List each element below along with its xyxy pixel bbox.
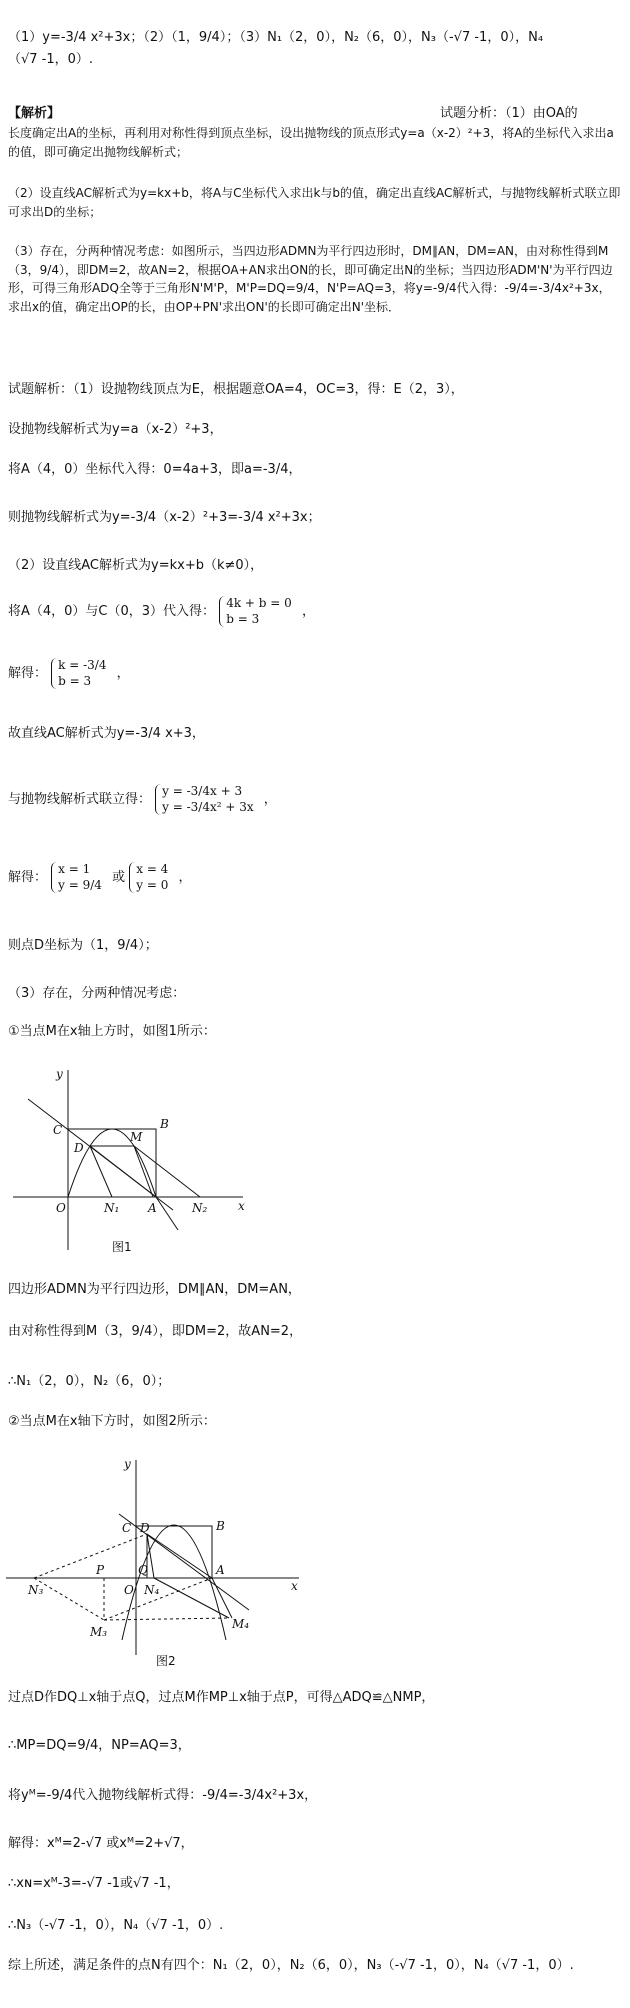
solution-line-22: ∴xɴ=xᴹ-3=-√7 -1或√7 -1，: [8, 1876, 180, 1891]
fig1-line-ext: [156, 1197, 178, 1230]
equation-system-5: [129, 862, 174, 893]
figure-1-caption: 图1: [112, 1240, 132, 1254]
fig2-label-b: B: [216, 1519, 225, 1533]
solution-line-9-end: ，: [263, 792, 277, 808]
system-5-eq-a: x = 4: [136, 862, 169, 876]
solution-line-14: 四边形ADMN为平行四边形，DM∥AN，DM=AN，: [8, 1282, 301, 1297]
system-4-eq-a: x = 1: [58, 862, 91, 876]
solution-line-10-or: 或: [112, 870, 126, 886]
analysis-title: 【解析】: [8, 106, 61, 121]
solution-line-1: 试题解析：（1）设抛物线顶点为E，根据题意OA=4，OC=3，得：E（2，3），: [8, 382, 464, 397]
solution-line-6-text: 将A（4，0）与C（0，3）代入得：: [8, 604, 216, 620]
fig2-label-q: Q: [138, 1563, 148, 1577]
solution-line-7-end: ，: [116, 666, 130, 682]
solution-line-3: 将A（4，0）坐标代入得：0=4a+3，即a=-3/4，: [8, 462, 302, 477]
equation-system-3: [155, 784, 260, 815]
fig2-label-o: O: [124, 1583, 134, 1597]
system-1-eq-b: b = 3: [226, 611, 260, 626]
solution-line-10: [8, 862, 622, 893]
fig1-segment-dn1: [90, 1146, 112, 1197]
solution-line-4: 则抛物线解析式为y=-3/4（x-2）²+3=-3/4 x²+3x；: [8, 510, 321, 525]
fig2-label-n4: N₄: [144, 1583, 160, 1597]
solution-line-13: ①当点M在x轴上方时，如图1所示：: [8, 1024, 216, 1039]
system-1-eq-a: 4k + b = 0: [226, 596, 292, 610]
solution-line-10-text: 解得：: [8, 870, 48, 886]
equation-system-2: [51, 658, 112, 689]
fig2-label-c: C: [122, 1521, 132, 1535]
fig2-label-m4: M₄: [232, 1617, 250, 1631]
fig1-label-n2: N₂: [192, 1201, 208, 1215]
fig1-label-d: D: [74, 1141, 84, 1155]
solution-line-10-end: ，: [178, 870, 192, 886]
system-4-eq-b: y = 9/4: [58, 877, 102, 892]
fig2-dashed-n3m3: [34, 1578, 104, 1620]
fig1-label-m: M: [130, 1130, 143, 1144]
solution-line-6-end: ，: [301, 604, 315, 620]
fig2-label-x: x: [291, 1579, 298, 1593]
answer-line-1: （1）y=-3/4 x²+3x；（2）（1，9/4）；（3）N₁（2，0），N₂（6，0），N₃（-√7 -1，0），N₄: [8, 30, 544, 45]
solution-line-11: 则点D坐标为（1，9/4）；: [8, 938, 158, 953]
fig2-line-ac: [119, 1514, 249, 1610]
fig2-label-a: A: [216, 1563, 225, 1577]
system-5-eq-b: y = 0: [136, 877, 169, 892]
figure-2-caption: 图2: [156, 1654, 176, 1668]
fig2-parabola: [122, 1525, 226, 1640]
solution-line-20: 将yᴹ=-9/4代入抛物线解析式得：-9/4=-3/4x²+3x，: [8, 1788, 318, 1803]
fig1-label-y: y: [56, 1067, 63, 1081]
fig2-segment-dn4: [147, 1534, 154, 1578]
fig2-label-m3: M₃: [90, 1625, 108, 1639]
analysis-p3: （3）存在，分两种情况考虑：如图所示，当四边形ADMN为平行四边形时，DM∥AN，DM=AN，由对称性得到M（3，9/4），即DM=2，故AN=2，根据OA+AN求出ON的长，即可确定出N的坐标；当四边形ADM'N'为平行四边形，可得三角形ADQ全等于三角形N'M'P，M'P=DQ=9/4，N'P=AQ=3，将y=-9/4代入得：-9/4=-3/4x²+3x，求出x的值，确定出OP的长，由OP+PN'求出ON'的长即可确定出N'坐标．: [8, 244, 613, 314]
system-3-eq-a: y = -3/4x + 3: [162, 784, 243, 798]
solution-line-6: [8, 596, 622, 627]
solution-line-2: 设抛物线解析式为y=a（x-2）²+3，: [8, 422, 223, 437]
analysis-p1: 长度确定出A的坐标，再利用对称性得到顶点坐标，设出抛物线的顶点形式y=a（x-2）²+3，将A的坐标代入求出a的值，即可确定出抛物线解析式；: [8, 126, 614, 159]
fig2-label-y: y: [124, 1457, 131, 1471]
answer-line-2: （√7 -1，0）.: [8, 52, 94, 67]
solution-line-9-text: 与抛物线解析式联立得：: [8, 792, 152, 808]
fig2-dashed-n3d: [34, 1534, 147, 1578]
figure-2: [4, 1450, 304, 1670]
fig1-label-c: C: [53, 1123, 63, 1137]
fig1-label-a: A: [148, 1201, 157, 1215]
fig1-label-n1: N₁: [104, 1201, 120, 1215]
solution-line-21: 解得：xᴹ=2-√7 或xᴹ=2+√7，: [8, 1836, 194, 1851]
analysis-header: [8, 104, 622, 125]
fig2-label-n3: N₃: [28, 1583, 44, 1597]
fig1-label-x: x: [238, 1199, 245, 1213]
system-2-eq-b: b = 3: [58, 673, 92, 688]
solution-line-5: （2）设直线AC解析式为y=kx+b（k≠0），: [8, 558, 264, 573]
equation-system-4: [51, 862, 108, 893]
solution-line-19: ∴MP=DQ=9/4，NP=AQ=3，: [8, 1738, 191, 1753]
fig2-segment-n4m4: [154, 1578, 229, 1618]
solution-line-23: ∴N₃（-√7 -1，0），N₄（√7 -1，0）.: [8, 1918, 224, 1933]
solution-line-16: ∴N₁（2，0），N₂（6，0）；: [8, 1374, 171, 1389]
solution-line-12: （3）存在，分两种情况考虑：: [8, 986, 186, 1001]
system-3-eq-b: y = -3/4x² + 3x: [162, 799, 254, 814]
fig1-label-o: O: [56, 1201, 66, 1215]
fig2-label-d: D: [140, 1521, 150, 1535]
fig1-label-b: B: [160, 1117, 169, 1131]
fig2-segment-da: [147, 1534, 212, 1578]
solution-line-9: [8, 784, 622, 815]
solution-line-8: 故直线AC解析式为y=-3/4 x+3，: [8, 726, 205, 741]
fig2-label-p: P: [96, 1563, 105, 1577]
solution-line-18: 过点D作DQ⊥x轴于点Q，过点M作MP⊥x轴于点P，可得△ADQ≌△NMP，: [8, 1690, 435, 1705]
equation-system-1: [219, 596, 298, 627]
solution-line-7: [8, 658, 622, 689]
solution-line-15: 由对称性得到M（3，9/4），即DM=2，故AN=2，: [8, 1324, 303, 1339]
analysis-intro: 试题分析：（1）由OA的: [440, 106, 578, 121]
solution-line-24: 综上所述，满足条件的点N有四个：N₁（2，0），N₂（6，0），N₃（-√7 -1，0），N₄（√7 -1，0）.: [8, 1958, 574, 1973]
solution-line-17: ②当点M在x轴下方时，如图2所示：: [8, 1414, 216, 1429]
solution-line-7-text: 解得：: [8, 666, 48, 682]
fig1-segment-da: [90, 1146, 156, 1197]
analysis-p2: （2）设直线AC解析式为y=kx+b，将A与C坐标代入求出k与b的值，确定出直线AC解析式，与抛物线解析式联立即可求出D的坐标；: [8, 186, 621, 219]
system-2-eq-a: k = -3/4: [58, 658, 107, 672]
figure-1: [8, 1060, 258, 1255]
fig2-dashed-m3m4: [104, 1618, 229, 1620]
